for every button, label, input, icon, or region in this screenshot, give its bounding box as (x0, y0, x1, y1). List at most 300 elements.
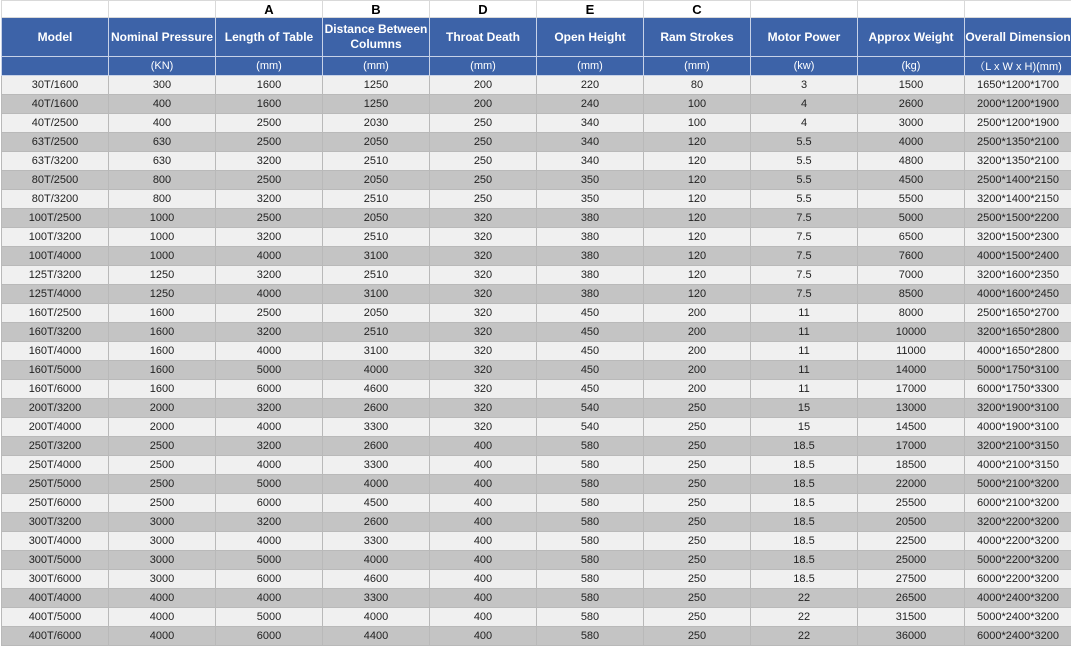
cell-motor-power: 5.5 (751, 133, 858, 152)
cell-nominal-pressure: 2000 (109, 399, 216, 418)
cell-approx-weight: 14500 (858, 418, 965, 437)
cell-nominal-pressure: 300 (109, 76, 216, 95)
cell-distance-between-columns: 3300 (323, 456, 430, 475)
cell-overall-dimension: 3200*1600*2350 (965, 266, 1071, 285)
cell-nominal-pressure: 4000 (109, 627, 216, 646)
cell-open-height: 580 (537, 513, 644, 532)
cell-motor-power: 11 (751, 323, 858, 342)
cell-nominal-pressure: 2500 (109, 475, 216, 494)
cell-model: 300T/5000 (2, 551, 109, 570)
cell-length-of-table: 3200 (216, 190, 323, 209)
cell-length-of-table: 3200 (216, 228, 323, 247)
cell-motor-power: 18.5 (751, 437, 858, 456)
cell-distance-between-columns: 3300 (323, 589, 430, 608)
cell-ram-strokes: 250 (644, 551, 751, 570)
cell-overall-dimension: 2000*1200*1900 (965, 95, 1071, 114)
cell-open-height: 220 (537, 76, 644, 95)
cell-open-height: 380 (537, 228, 644, 247)
cell-overall-dimension: 2500*1350*2100 (965, 133, 1071, 152)
cell-motor-power: 11 (751, 380, 858, 399)
cell-model: 200T/4000 (2, 418, 109, 437)
cell-motor-power: 4 (751, 114, 858, 133)
cell-ram-strokes: 120 (644, 285, 751, 304)
table-row (2, 209, 1071, 228)
cell-approx-weight: 14000 (858, 361, 965, 380)
table-row (2, 114, 1071, 133)
cell-ram-strokes: 120 (644, 133, 751, 152)
cell-length-of-table: 1600 (216, 76, 323, 95)
cell-distance-between-columns: 1250 (323, 95, 430, 114)
cell-nominal-pressure: 630 (109, 133, 216, 152)
cell-overall-dimension: 4000*1500*2400 (965, 247, 1071, 266)
cell-ram-strokes: 120 (644, 171, 751, 190)
cell-distance-between-columns: 2600 (323, 399, 430, 418)
cell-ram-strokes: 250 (644, 418, 751, 437)
cell-approx-weight: 22500 (858, 532, 965, 551)
cell-motor-power: 22 (751, 589, 858, 608)
cell-length-of-table: 5000 (216, 551, 323, 570)
cell-distance-between-columns: 2600 (323, 513, 430, 532)
cell-model: 160T/4000 (2, 342, 109, 361)
cell-nominal-pressure: 2500 (109, 437, 216, 456)
column-letter: A (216, 1, 323, 18)
cell-distance-between-columns: 2050 (323, 171, 430, 190)
header-distance-between-columns: Distance Between Columns (323, 18, 430, 57)
cell-distance-between-columns: 2510 (323, 323, 430, 342)
table-row (2, 456, 1071, 475)
cell-overall-dimension: 5000*1750*3100 (965, 361, 1071, 380)
cell-nominal-pressure: 3000 (109, 532, 216, 551)
cell-nominal-pressure: 2500 (109, 456, 216, 475)
table-row (2, 133, 1071, 152)
cell-model: 250T/4000 (2, 456, 109, 475)
cell-distance-between-columns: 4000 (323, 361, 430, 380)
cell-nominal-pressure: 800 (109, 190, 216, 209)
cell-open-height: 540 (537, 418, 644, 437)
spec-table (1, 0, 1071, 646)
cell-motor-power: 11 (751, 361, 858, 380)
table-row (2, 551, 1071, 570)
cell-ram-strokes: 250 (644, 513, 751, 532)
cell-model: 400T/5000 (2, 608, 109, 627)
cell-distance-between-columns: 2510 (323, 266, 430, 285)
cell-nominal-pressure: 4000 (109, 608, 216, 627)
cell-distance-between-columns: 3300 (323, 532, 430, 551)
cell-distance-between-columns: 4000 (323, 551, 430, 570)
cell-approx-weight: 3000 (858, 114, 965, 133)
cell-open-height: 380 (537, 285, 644, 304)
cell-open-height: 580 (537, 589, 644, 608)
cell-model: 300T/4000 (2, 532, 109, 551)
cell-approx-weight: 8000 (858, 304, 965, 323)
cell-ram-strokes: 250 (644, 627, 751, 646)
cell-model: 250T/5000 (2, 475, 109, 494)
cell-open-height: 380 (537, 247, 644, 266)
column-letter (858, 1, 965, 18)
cell-model: 125T/3200 (2, 266, 109, 285)
cell-nominal-pressure: 1000 (109, 228, 216, 247)
cell-open-height: 580 (537, 475, 644, 494)
cell-ram-strokes: 250 (644, 475, 751, 494)
cell-approx-weight: 22000 (858, 475, 965, 494)
cell-overall-dimension: 3200*1350*2100 (965, 152, 1071, 171)
cell-model: 250T/3200 (2, 437, 109, 456)
cell-model: 80T/3200 (2, 190, 109, 209)
header-motor-power: Motor Power (751, 18, 858, 57)
unit-cell (2, 57, 109, 76)
cell-ram-strokes: 100 (644, 114, 751, 133)
cell-motor-power: 18.5 (751, 494, 858, 513)
cell-nominal-pressure: 1600 (109, 323, 216, 342)
cell-overall-dimension: 2500*1400*2150 (965, 171, 1071, 190)
cell-ram-strokes: 100 (644, 95, 751, 114)
cell-length-of-table: 4000 (216, 589, 323, 608)
cell-distance-between-columns: 2600 (323, 437, 430, 456)
cell-throat-death: 400 (430, 551, 537, 570)
cell-ram-strokes: 80 (644, 76, 751, 95)
cell-open-height: 340 (537, 152, 644, 171)
cell-open-height: 540 (537, 399, 644, 418)
cell-distance-between-columns: 4000 (323, 608, 430, 627)
column-letter (109, 1, 216, 18)
cell-length-of-table: 3200 (216, 152, 323, 171)
table-row (2, 228, 1071, 247)
cell-approx-weight: 18500 (858, 456, 965, 475)
cell-overall-dimension: 3200*1650*2800 (965, 323, 1071, 342)
cell-open-height: 380 (537, 209, 644, 228)
cell-overall-dimension: 1650*1200*1700 (965, 76, 1071, 95)
column-letter: B (323, 1, 430, 18)
table-row (2, 323, 1071, 342)
column-letter (2, 1, 109, 18)
cell-throat-death: 320 (430, 418, 537, 437)
cell-approx-weight: 8500 (858, 285, 965, 304)
cell-motor-power: 11 (751, 304, 858, 323)
cell-distance-between-columns: 2050 (323, 133, 430, 152)
cell-length-of-table: 2500 (216, 304, 323, 323)
cell-approx-weight: 7000 (858, 266, 965, 285)
cell-distance-between-columns: 1250 (323, 76, 430, 95)
cell-distance-between-columns: 3100 (323, 247, 430, 266)
header-nominal-pressure: Nominal Pressure (109, 18, 216, 57)
table-row (2, 437, 1071, 456)
cell-open-height: 350 (537, 190, 644, 209)
cell-nominal-pressure: 3000 (109, 570, 216, 589)
cell-open-height: 450 (537, 361, 644, 380)
cell-ram-strokes: 250 (644, 570, 751, 589)
cell-nominal-pressure: 1250 (109, 285, 216, 304)
cell-distance-between-columns: 4500 (323, 494, 430, 513)
cell-ram-strokes: 250 (644, 437, 751, 456)
cell-throat-death: 400 (430, 532, 537, 551)
cell-model: 200T/3200 (2, 399, 109, 418)
table-row (2, 342, 1071, 361)
cell-length-of-table: 6000 (216, 494, 323, 513)
cell-distance-between-columns: 2050 (323, 209, 430, 228)
unit-cell: (mm) (216, 57, 323, 76)
cell-open-height: 580 (537, 494, 644, 513)
cell-motor-power: 4 (751, 95, 858, 114)
table-row (2, 399, 1071, 418)
cell-throat-death: 250 (430, 133, 537, 152)
cell-throat-death: 250 (430, 152, 537, 171)
cell-overall-dimension: 5000*2400*3200 (965, 608, 1071, 627)
table-row (2, 570, 1071, 589)
cell-motor-power: 18.5 (751, 570, 858, 589)
cell-overall-dimension: 4000*2100*3150 (965, 456, 1071, 475)
cell-length-of-table: 3200 (216, 437, 323, 456)
cell-ram-strokes: 200 (644, 380, 751, 399)
cell-open-height: 450 (537, 380, 644, 399)
cell-open-height: 580 (537, 608, 644, 627)
cell-open-height: 340 (537, 133, 644, 152)
header-model: Model (2, 18, 109, 57)
cell-model: 30T/1600 (2, 76, 109, 95)
cell-overall-dimension: 2500*1200*1900 (965, 114, 1071, 133)
cell-motor-power: 18.5 (751, 475, 858, 494)
table-row (2, 76, 1071, 95)
cell-motor-power: 18.5 (751, 513, 858, 532)
column-letter (965, 1, 1071, 18)
cell-distance-between-columns: 2030 (323, 114, 430, 133)
table-row (2, 513, 1071, 532)
cell-ram-strokes: 250 (644, 456, 751, 475)
cell-throat-death: 320 (430, 361, 537, 380)
cell-distance-between-columns: 2050 (323, 304, 430, 323)
cell-open-height: 580 (537, 532, 644, 551)
cell-approx-weight: 10000 (858, 323, 965, 342)
cell-distance-between-columns: 4600 (323, 380, 430, 399)
cell-model: 63T/3200 (2, 152, 109, 171)
cell-throat-death: 400 (430, 456, 537, 475)
cell-distance-between-columns: 3300 (323, 418, 430, 437)
cell-overall-dimension: 5000*2200*3200 (965, 551, 1071, 570)
cell-throat-death: 400 (430, 627, 537, 646)
unit-cell: (mm) (430, 57, 537, 76)
cell-model: 160T/5000 (2, 361, 109, 380)
cell-ram-strokes: 120 (644, 247, 751, 266)
table-row (2, 95, 1071, 114)
table-row (2, 380, 1071, 399)
cell-length-of-table: 2500 (216, 133, 323, 152)
units-row (2, 57, 1071, 76)
cell-nominal-pressure: 1000 (109, 247, 216, 266)
table-row (2, 190, 1071, 209)
cell-overall-dimension: 4000*1650*2800 (965, 342, 1071, 361)
cell-overall-dimension: 6000*2100*3200 (965, 494, 1071, 513)
cell-open-height: 580 (537, 570, 644, 589)
cell-nominal-pressure: 400 (109, 95, 216, 114)
cell-overall-dimension: 2500*1500*2200 (965, 209, 1071, 228)
cell-length-of-table: 4000 (216, 418, 323, 437)
cell-overall-dimension: 3200*1400*2150 (965, 190, 1071, 209)
cell-approx-weight: 20500 (858, 513, 965, 532)
unit-cell: (mm) (323, 57, 430, 76)
cell-overall-dimension: 3200*2200*3200 (965, 513, 1071, 532)
cell-throat-death: 200 (430, 95, 537, 114)
cell-open-height: 380 (537, 266, 644, 285)
cell-throat-death: 320 (430, 266, 537, 285)
cell-approx-weight: 5500 (858, 190, 965, 209)
cell-throat-death: 200 (430, 76, 537, 95)
cell-length-of-table: 2500 (216, 114, 323, 133)
cell-ram-strokes: 250 (644, 532, 751, 551)
cell-ram-strokes: 200 (644, 304, 751, 323)
cell-model: 63T/2500 (2, 133, 109, 152)
cell-approx-weight: 17000 (858, 380, 965, 399)
cell-nominal-pressure: 4000 (109, 589, 216, 608)
column-letter: C (644, 1, 751, 18)
cell-overall-dimension: 6000*1750*3300 (965, 380, 1071, 399)
cell-ram-strokes: 120 (644, 190, 751, 209)
cell-ram-strokes: 250 (644, 399, 751, 418)
cell-ram-strokes: 200 (644, 361, 751, 380)
cell-throat-death: 320 (430, 380, 537, 399)
cell-model: 160T/3200 (2, 323, 109, 342)
cell-approx-weight: 31500 (858, 608, 965, 627)
cell-throat-death: 400 (430, 589, 537, 608)
table-row (2, 475, 1071, 494)
cell-throat-death: 250 (430, 190, 537, 209)
cell-model: 100T/2500 (2, 209, 109, 228)
table-row (2, 171, 1071, 190)
cell-length-of-table: 3200 (216, 399, 323, 418)
cell-model: 40T/2500 (2, 114, 109, 133)
cell-overall-dimension: 3200*1900*3100 (965, 399, 1071, 418)
table-row (2, 361, 1071, 380)
cell-motor-power: 7.5 (751, 209, 858, 228)
cell-length-of-table: 4000 (216, 247, 323, 266)
cell-nominal-pressure: 1000 (109, 209, 216, 228)
cell-length-of-table: 4000 (216, 342, 323, 361)
cell-ram-strokes: 250 (644, 589, 751, 608)
cell-model: 250T/6000 (2, 494, 109, 513)
cell-approx-weight: 6500 (858, 228, 965, 247)
cell-throat-death: 400 (430, 494, 537, 513)
cell-open-height: 580 (537, 627, 644, 646)
cell-motor-power: 18.5 (751, 456, 858, 475)
table-row (2, 152, 1071, 171)
cell-overall-dimension: 4000*2200*3200 (965, 532, 1071, 551)
cell-throat-death: 320 (430, 247, 537, 266)
cell-model: 100T/3200 (2, 228, 109, 247)
table-row (2, 418, 1071, 437)
cell-open-height: 350 (537, 171, 644, 190)
cell-throat-death: 400 (430, 513, 537, 532)
cell-motor-power: 15 (751, 418, 858, 437)
unit-cell: (kg) (858, 57, 965, 76)
cell-distance-between-columns: 3100 (323, 342, 430, 361)
table-row (2, 285, 1071, 304)
cell-overall-dimension: 3200*2100*3150 (965, 437, 1071, 456)
cell-nominal-pressure: 1600 (109, 380, 216, 399)
cell-throat-death: 400 (430, 475, 537, 494)
cell-model: 160T/2500 (2, 304, 109, 323)
cell-overall-dimension: 4000*2400*3200 (965, 589, 1071, 608)
cell-length-of-table: 2500 (216, 171, 323, 190)
cell-motor-power: 5.5 (751, 190, 858, 209)
cell-open-height: 450 (537, 304, 644, 323)
cell-ram-strokes: 120 (644, 209, 751, 228)
column-letter: D (430, 1, 537, 18)
cell-nominal-pressure: 3000 (109, 513, 216, 532)
cell-approx-weight: 25000 (858, 551, 965, 570)
cell-nominal-pressure: 1600 (109, 342, 216, 361)
header-length-of-table: Length of Table (216, 18, 323, 57)
cell-motor-power: 11 (751, 342, 858, 361)
cell-motor-power: 5.5 (751, 171, 858, 190)
cell-motor-power: 18.5 (751, 532, 858, 551)
cell-distance-between-columns: 2510 (323, 190, 430, 209)
cell-throat-death: 320 (430, 304, 537, 323)
cell-open-height: 580 (537, 456, 644, 475)
table-row (2, 247, 1071, 266)
cell-motor-power: 15 (751, 399, 858, 418)
cell-length-of-table: 1600 (216, 95, 323, 114)
unit-cell: (mm) (537, 57, 644, 76)
cell-approx-weight: 17000 (858, 437, 965, 456)
cell-motor-power: 7.5 (751, 228, 858, 247)
table-row (2, 532, 1071, 551)
cell-approx-weight: 7600 (858, 247, 965, 266)
cell-approx-weight: 11000 (858, 342, 965, 361)
cell-motor-power: 3 (751, 76, 858, 95)
cell-open-height: 450 (537, 342, 644, 361)
cell-model: 125T/4000 (2, 285, 109, 304)
cell-nominal-pressure: 800 (109, 171, 216, 190)
cell-approx-weight: 25500 (858, 494, 965, 513)
header-throat-death: Throat Death (430, 18, 537, 57)
cell-motor-power: 22 (751, 608, 858, 627)
cell-overall-dimension: 4000*1600*2450 (965, 285, 1071, 304)
cell-overall-dimension: 5000*2100*3200 (965, 475, 1071, 494)
cell-model: 160T/6000 (2, 380, 109, 399)
cell-length-of-table: 6000 (216, 570, 323, 589)
cell-motor-power: 18.5 (751, 551, 858, 570)
header-open-height: Open Height (537, 18, 644, 57)
cell-throat-death: 400 (430, 437, 537, 456)
cell-ram-strokes: 200 (644, 323, 751, 342)
cell-motor-power: 7.5 (751, 247, 858, 266)
cell-approx-weight: 36000 (858, 627, 965, 646)
cell-distance-between-columns: 4000 (323, 475, 430, 494)
cell-throat-death: 320 (430, 342, 537, 361)
cell-distance-between-columns: 2510 (323, 152, 430, 171)
cell-throat-death: 250 (430, 114, 537, 133)
cell-nominal-pressure: 3000 (109, 551, 216, 570)
cell-throat-death: 320 (430, 323, 537, 342)
cell-approx-weight: 4500 (858, 171, 965, 190)
cell-nominal-pressure: 1600 (109, 361, 216, 380)
cell-nominal-pressure: 1600 (109, 304, 216, 323)
column-letter: E (537, 1, 644, 18)
cell-model: 80T/2500 (2, 171, 109, 190)
cell-length-of-table: 5000 (216, 475, 323, 494)
table-row (2, 627, 1071, 646)
cell-approx-weight: 2600 (858, 95, 965, 114)
cell-throat-death: 320 (430, 228, 537, 247)
cell-length-of-table: 6000 (216, 380, 323, 399)
cell-distance-between-columns: 4400 (323, 627, 430, 646)
cell-nominal-pressure: 2500 (109, 494, 216, 513)
cell-throat-death: 400 (430, 608, 537, 627)
table-row (2, 304, 1071, 323)
header-ram-strokes: Ram Strokes (644, 18, 751, 57)
column-letter-row (2, 1, 1071, 18)
cell-open-height: 580 (537, 551, 644, 570)
cell-motor-power: 5.5 (751, 152, 858, 171)
cell-distance-between-columns: 4600 (323, 570, 430, 589)
